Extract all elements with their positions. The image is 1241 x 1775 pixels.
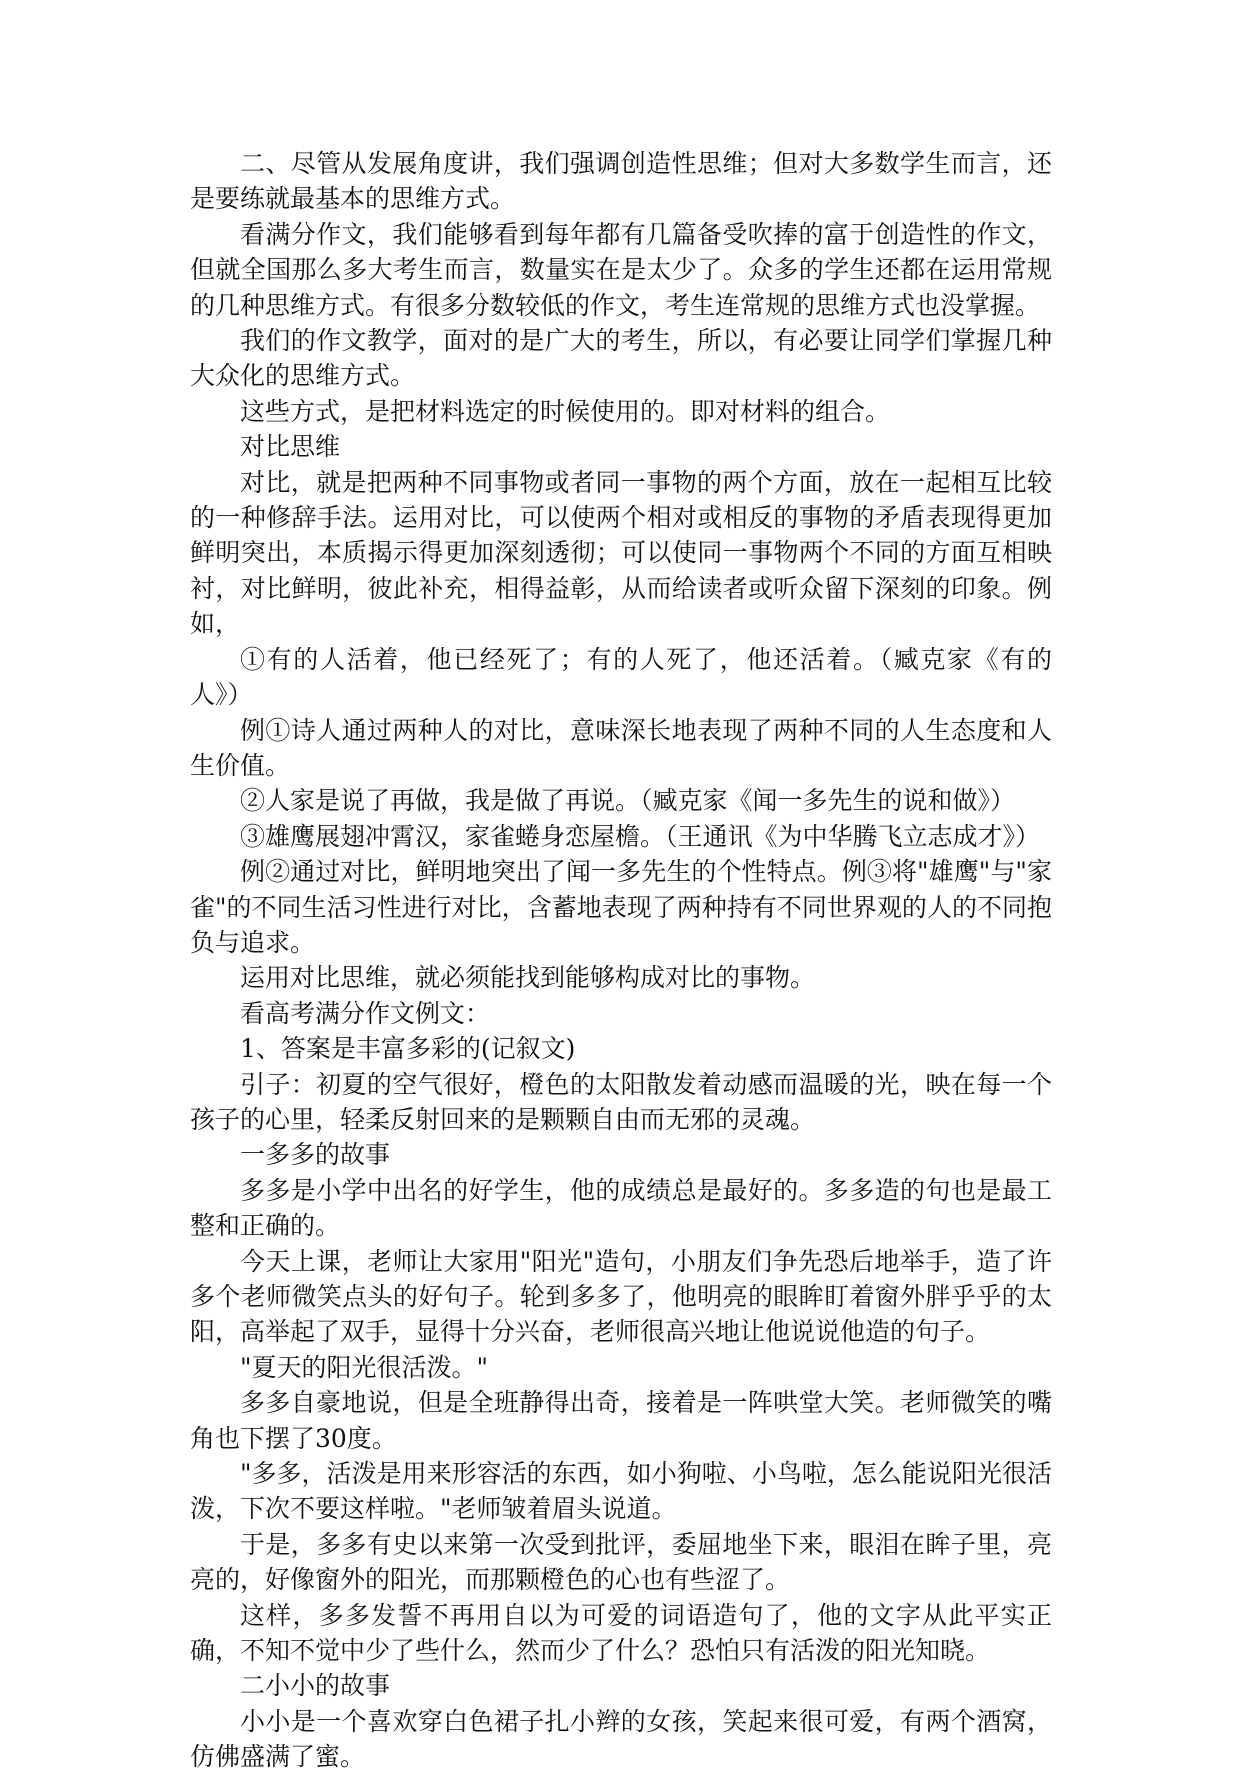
quote: "夏天的阳光很活泼。" (240, 1352, 488, 1382)
example-item: ③雄鹰展翅冲霄汉，家雀蜷身恋屋檐。（王通讯《为中华腾飞立志成才》） (240, 821, 1041, 851)
section-heading: 对比思维 (240, 432, 341, 462)
document-body (190, 146, 1052, 1775)
paragraph: 今天上课，老师让大家用"阳光"造句，小朋友们争先恐后地举手，造了许多个老师微笑点头的好句子。轮到多多了，他明亮的眼眸盯着窗外胖乎乎的太阳，高举起了双手，显得十分兴奋，老师很高兴地让他说说他造的句子。 (190, 1246, 1052, 1347)
paragraph: 例②通过对比，鲜明地突出了闻一多先生的个性特点。例③将"雄鹰"与"家雀"的不同生活习性进行对比，含蓄地表现了两种持有不同世界观的人的不同抱负与追求。 (190, 857, 1052, 957)
paragraph: 对比，就是把两种不同事物或者同一事物的两个方面，放在一起相互比较的一种修辞手法。运用对比，可以使两个相对或相反的事物的矛盾表现得更加鲜明突出，本质揭示得更加深刻透彻；可以使同一事物两个不同的方面互相映衬，对比鲜明，彼此补充，相得益彰，从而给读者或听众留下深刻的印象。例如， (190, 467, 1052, 639)
paragraph: 多多自豪地说，但是全班静得出奇，接着是一阵哄堂大笑。老师微笑的嘴角也下摆了30度。 (190, 1388, 1052, 1453)
example-item: ②人家是说了再做，我是做了再说。（臧克家《闻一多先生的说和做》） (240, 786, 1016, 816)
paragraph: 引子：初夏的空气很好，橙色的太阳散发着动感而温暖的光，映在每一个孩子的心里，轻柔反射回来的是颗颗自由而无邪的灵魂。 (190, 1069, 1052, 1134)
section-heading: 一多多的故事 (240, 1140, 391, 1170)
paragraph: 这样，多多发誓不再用自以为可爱的词语造句了，他的文字从此平实正确，不知不觉中少了些什么，然而少了什么？恐怕只有活泼的阳光知晓。 (190, 1600, 1052, 1666)
paragraph: 例①诗人通过两种人的对比，意味深长地表现了两种不同的人生态度和人生价值。 (190, 715, 1052, 780)
paragraph: 小小是一个喜欢穿白色裙子扎小辫的女孩，笑起来很可爱，有两个酒窝，仿佛盛满了蜜。 (190, 1706, 1052, 1772)
paragraph: 这些方式，是把材料选定的时候使用的。即对材料的组合。 (240, 396, 891, 426)
section-heading: 二小小的故事 (240, 1671, 391, 1701)
paragraph: 于是，多多有史以来第一次受到批评，委屈地坐下来，眼泪在眸子里，亮亮的，好像窗外的阳光，而那颗橙色的心也有些涩了。 (190, 1529, 1052, 1595)
paragraph: 看高考满分作文例文： (240, 998, 491, 1028)
paragraph: 多多是小学中出名的好学生，他的成绩总是最好的。多多造的句也是最工整和正确的。 (190, 1175, 1052, 1241)
quote: "多多，活泼是用来形容活的东西，如小狗啦、小鸟啦，怎么能说阳光很活泼，下次不要这样啦。"老师皱着眉头说道。 (190, 1459, 1052, 1524)
paragraph: 看满分作文，我们能够看到每年都有几篇备受吹捧的富于创造性的作文，但就全国那么多大考生而言，数量实在是太少了。众多的学生还都在运用常规的几种思维方式。有很多分数较低的作文，考生连常规的思维方式也没掌握。 (190, 219, 1052, 320)
essay-title: 1、答案是丰富多彩的(记叙文) (240, 1034, 576, 1064)
paragraph: 我们的作文教学，面对的是广大的考生，所以，有必要让同学们掌握几种大众化的思维方式。 (190, 326, 1052, 391)
paragraph: 二、尽管从发展角度讲，我们强调创造性思维；但对大多数学生而言，还是要练就最基本的思维方式。 (190, 149, 1052, 214)
example-item: ①有的人活着，他已经死了；有的人死了，他还活着。（臧克家《有的人》） (190, 644, 1052, 710)
paragraph: 运用对比思维，就必须能找到能够构成对比的事物。 (240, 963, 816, 993)
